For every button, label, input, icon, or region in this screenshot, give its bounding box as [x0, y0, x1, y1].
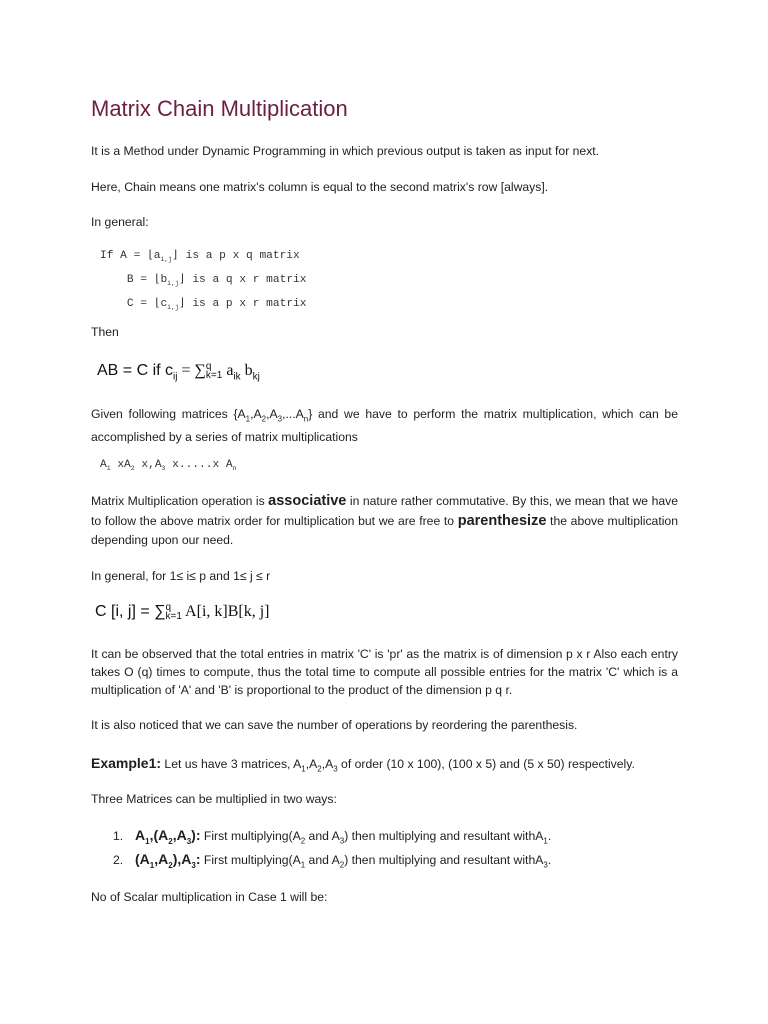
associative-paragraph: Matrix Multiplication operation is associative in nature rather commutative. By this, we mean that we have to follow the above matrix order for multiplication but we are free to parenthesize the above multiplication depending upon our need.: [91, 493, 678, 547]
matrix-chain-expression: $A_1$ $xA_2$ $x,A_3$ x.....x $A_n$: [100, 459, 237, 473]
in-general-label: In general:: [91, 215, 149, 229]
reordering-paragraph: It is also noticed that we can save the number of operations by reordering the parenthesis.: [91, 718, 578, 732]
three-ways-paragraph: Three Matrices can be multiplied in two ways:: [91, 792, 337, 806]
code-line-b: $B = ⌊b_{i,j}⌋$ is a q x r matrix: [126, 274, 307, 288]
page-title: Matrix Chain Multiplication: [91, 96, 348, 121]
list-item: 1. $A_1,(A_2,A_3)$: First $multiplying(A_2$ and $A_3$) then multiplying and resultant withA$_1$.: [113, 827, 552, 846]
then-label: Then: [91, 325, 119, 339]
range-paragraph: In general, for 1≤ i≤ p and 1≤ j ≤ r: [91, 569, 271, 583]
code-line-a: If $A = ⌊a_{i,j}⌋$ is a p x q matrix: [100, 250, 300, 264]
matrix-definitions-code: [100, 246, 687, 319]
complexity-paragraph: It can be observed that the total entries in matrix 'C' is 'pr' as the matrix is of dimension p x r Also each entry takes O (q) times to compute, thus the total time to compute all possible entries for the matrix 'C' which is a multiplication of 'A' and 'B' is proportional to the product of the dimension p q r.: [91, 647, 678, 697]
example-label: Example1:: [91, 755, 162, 771]
formula-entry-definition: C [i, j] = ∑ q k=1 A[i, k]B[k, j]: [95, 602, 270, 622]
case1-paragraph: No of Scalar multiplication in Case 1 will be:: [91, 890, 328, 904]
code-line-c: $C = ⌊c_{i,j}⌋$ is a p x r matrix: [126, 298, 307, 312]
given-matrices-paragraph: Given following matrices $\{A_1,A_2,A_3,...A_n\}$ and we have to perform the matrix multiplication, which can be accomplished by a series of matrix multiplications: [91, 407, 678, 445]
chain-definition-paragraph: Here, Chain means one matrix's column is equal to the second matrix's row [always].: [91, 180, 549, 194]
intro-paragraph: It is a Method under Dynamic Programming in which previous output is taken as input for next.: [91, 144, 600, 158]
formula-product-definition: AB = C if $c_{ij}$ = ∑ q k=1 $a_{ik}$ $b_{kj}$: [97, 361, 260, 383]
list-item: 2. $(A_1,A_2),A_3$: First $multiplying(A_1$ and $A_2$) then multiplying and resultant withA$_3$.: [113, 851, 552, 870]
example-paragraph: Example1: Let us have 3 matrices, $A_1,A_2,A_3$ of order (10 x 100), (100 x 5) and (5 x 50) respectively.: [91, 755, 635, 774]
